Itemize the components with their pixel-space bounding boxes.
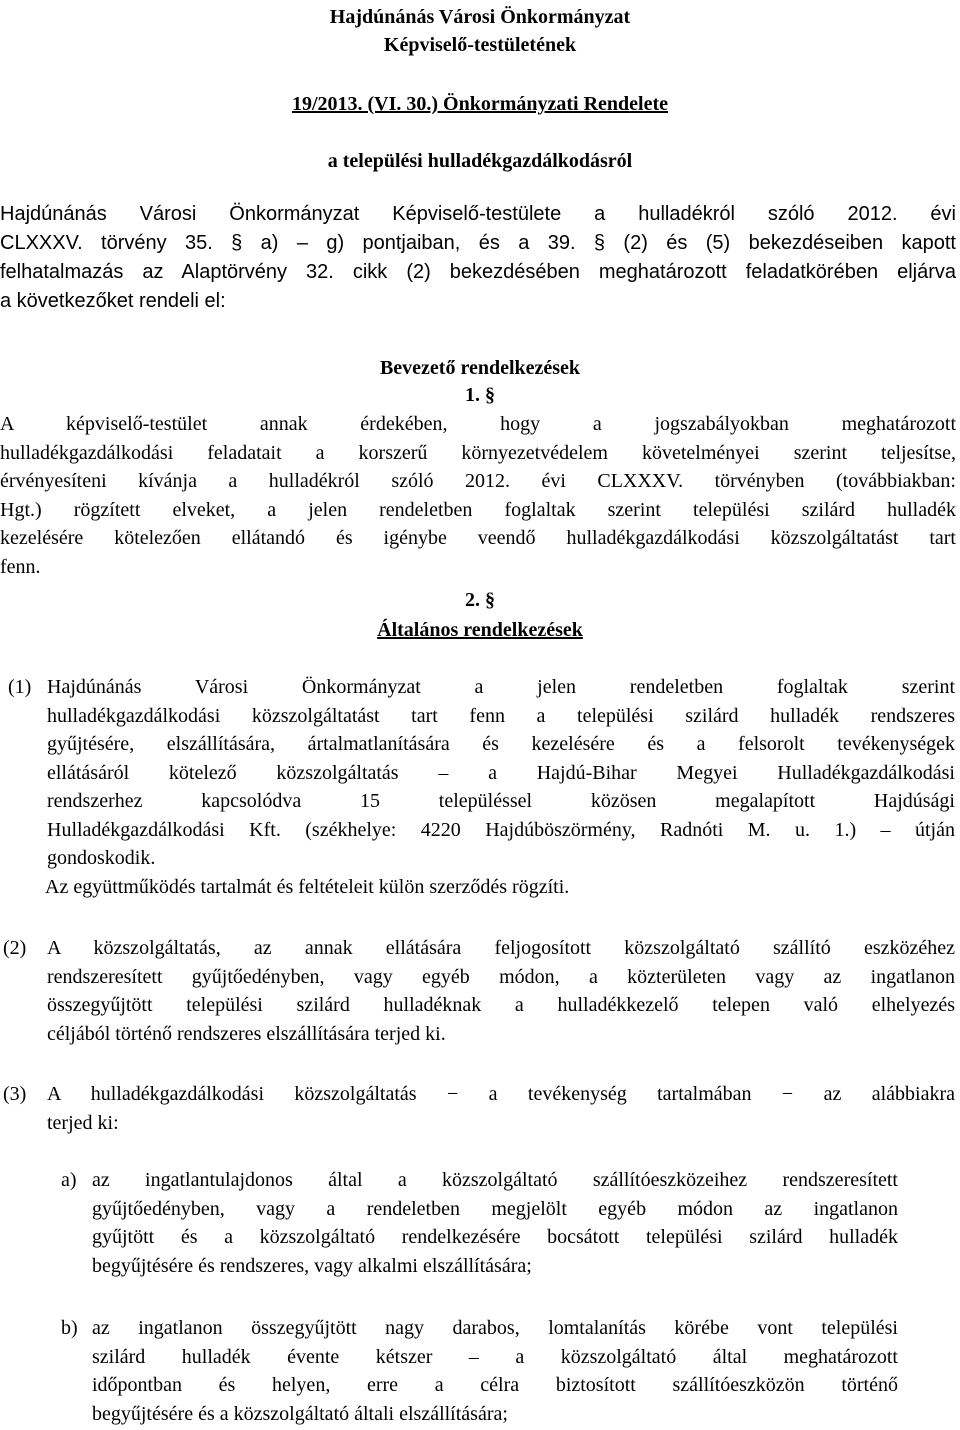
item-b-line: begyűjtésére és a közszolgáltató általi elszállítására; — [92, 1402, 508, 1425]
item-b-label: b) — [61, 1317, 78, 1339]
para3-line: terjed ki: — [47, 1111, 119, 1134]
item-a-line: az ingatlantulajdonos által a közszolgáltató szállítóeszközeihez rendszeresített — [92, 1169, 898, 1191]
section2-heading: Általános rendelkezések — [377, 619, 583, 641]
para1-label: (1) — [8, 676, 32, 698]
section2-heading-wrap — [0, 616, 960, 644]
section1-line: A képviselő-testület annak érdekében, hogy a jogszabályokban meghatározott — [0, 413, 956, 435]
preamble-line: Hajdúnánás Városi Önkormányzat Képviselő-testülete a hulladékról szóló 2012. évi — [0, 203, 956, 225]
para1-body — [47, 673, 955, 873]
preamble-line: CLXXXV. törvény 35. § a) – g) pontjaiban, és a 39. § (2) és (5) bekezdéseiben kapott — [0, 232, 956, 254]
para2-line: céljából történő rendszeres elszállítására terjed ki. — [47, 1022, 446, 1045]
preamble — [0, 200, 956, 316]
item-a-label: a) — [61, 1169, 77, 1191]
para1-line: rendszerhez kapcsolódva 15 településsel közösen megalapított Hajdúsági — [47, 790, 955, 812]
section1-body — [0, 410, 956, 581]
section1-heading: Bevezető rendelkezések — [379, 357, 581, 379]
header-line1: Hajdúnánás Városi Önkormányzat — [329, 6, 631, 28]
para2-line: összegyűjtött települési szilárd hulladéknak a hulladékkezelő telepen való elhelyezés — [47, 994, 955, 1016]
item-a-body — [92, 1166, 898, 1280]
section1-line: hulladékgazdálkodási feladatait a korszerű környezetvédelem követelményei szerint teljesítse, — [0, 441, 956, 464]
regulation-number-wrap — [0, 90, 960, 118]
para1-line: gondoskodik. — [47, 847, 156, 869]
section1-line: kezelésére kötelezően ellátandó és igénybe veendő hulladékgazdálkodási közszolgáltatást tart — [0, 527, 956, 549]
para1-line: Hajdúnánás Városi Önkormányzat a jelen rendeletben foglaltak szerint — [47, 676, 955, 698]
para2-line: A közszolgáltatás, az annak ellátására feljogosított közszolgáltató szállító eszközéhez — [47, 937, 955, 959]
para3-line: A hulladékgazdálkodási közszolgáltatás − a tevékenység tartalmában − az alábbiakra — [47, 1083, 955, 1105]
section1-line: érvényesíteni kívánja a hulladékról szóló 2012. évi CLXXXV. törvényben (továbbiakban: — [0, 470, 956, 492]
item-b-body — [92, 1314, 898, 1428]
preamble-line: felhatalmazás az Alaptörvény 32. cikk (2) bekezdésében meghatározott feladatkörében eljárva — [0, 261, 956, 283]
section1-line: fenn. — [0, 555, 41, 578]
para1-line: Hulladékgazdálkodási Kft. (székhelye: 4220 Hajdúböszörmény, Radnóti M. u. 1.) – útján — [47, 818, 955, 841]
regulation-number: 19/2013. (VI. 30.) Önkormányzati Rendelete — [291, 93, 669, 115]
preamble-line: a következőket rendeli el: — [0, 290, 226, 312]
para1-line: hulladékgazdálkodási közszolgáltatást tart fenn a települési szilárd hulladék rendszeres — [47, 704, 955, 727]
header-line2: Képviselő-testületének — [383, 34, 577, 56]
item-b-line: az ingatlanon összegyűjtött nagy darabos, lomtalanítás körébe vont települési — [92, 1317, 898, 1339]
item-a-line: begyűjtésére és rendszeres, vagy alkalmi elszállítására; — [92, 1254, 532, 1277]
para1-line: gyűjtésére, elszállítására, ártalmatlanítására és kezelésére és a felsorolt tevékenységek — [47, 733, 955, 755]
item-a-line: gyűjtőedényben, vagy a rendeletben megjelölt egyéb módon az ingatlanon — [92, 1197, 898, 1220]
regulation-subject: a települési hulladékgazdálkodásról — [327, 150, 633, 172]
section1-line: Hgt.) rögzített elveket, a jelen rendeletben foglaltak szerint települési szilárd hulladék — [0, 498, 956, 521]
item-a-line: gyűjtött és a közszolgáltató rendelkezésére bocsátott települési szilárd hulladék — [92, 1226, 898, 1248]
item-b-line: időpontban és helyen, erre a célra biztosított szállítóeszközön történő — [92, 1374, 898, 1396]
para1-extra: Az együttműködés tartalmát és feltételeit külön szerződés rögzíti. — [45, 876, 570, 898]
section1-number: 1. § — [465, 384, 495, 406]
para2-line: rendszeresített gyűjtőedényben, vagy egyéb módon, a közterületen vagy az ingatlanon — [47, 965, 955, 988]
para3-body — [47, 1080, 955, 1137]
para3-label: (3) — [3, 1083, 27, 1105]
para1-line: ellátásáról kötelező közszolgáltatás – a Hajdú-Bihar Megyei Hulladékgazdálkodási — [47, 761, 955, 784]
item-b-line: szilárd hulladék évente kétszer – a közszolgáltató által meghatározott — [92, 1345, 898, 1368]
section2-number: 2. § — [465, 589, 495, 611]
para2-body — [47, 934, 955, 1048]
para2-label: (2) — [3, 937, 27, 959]
